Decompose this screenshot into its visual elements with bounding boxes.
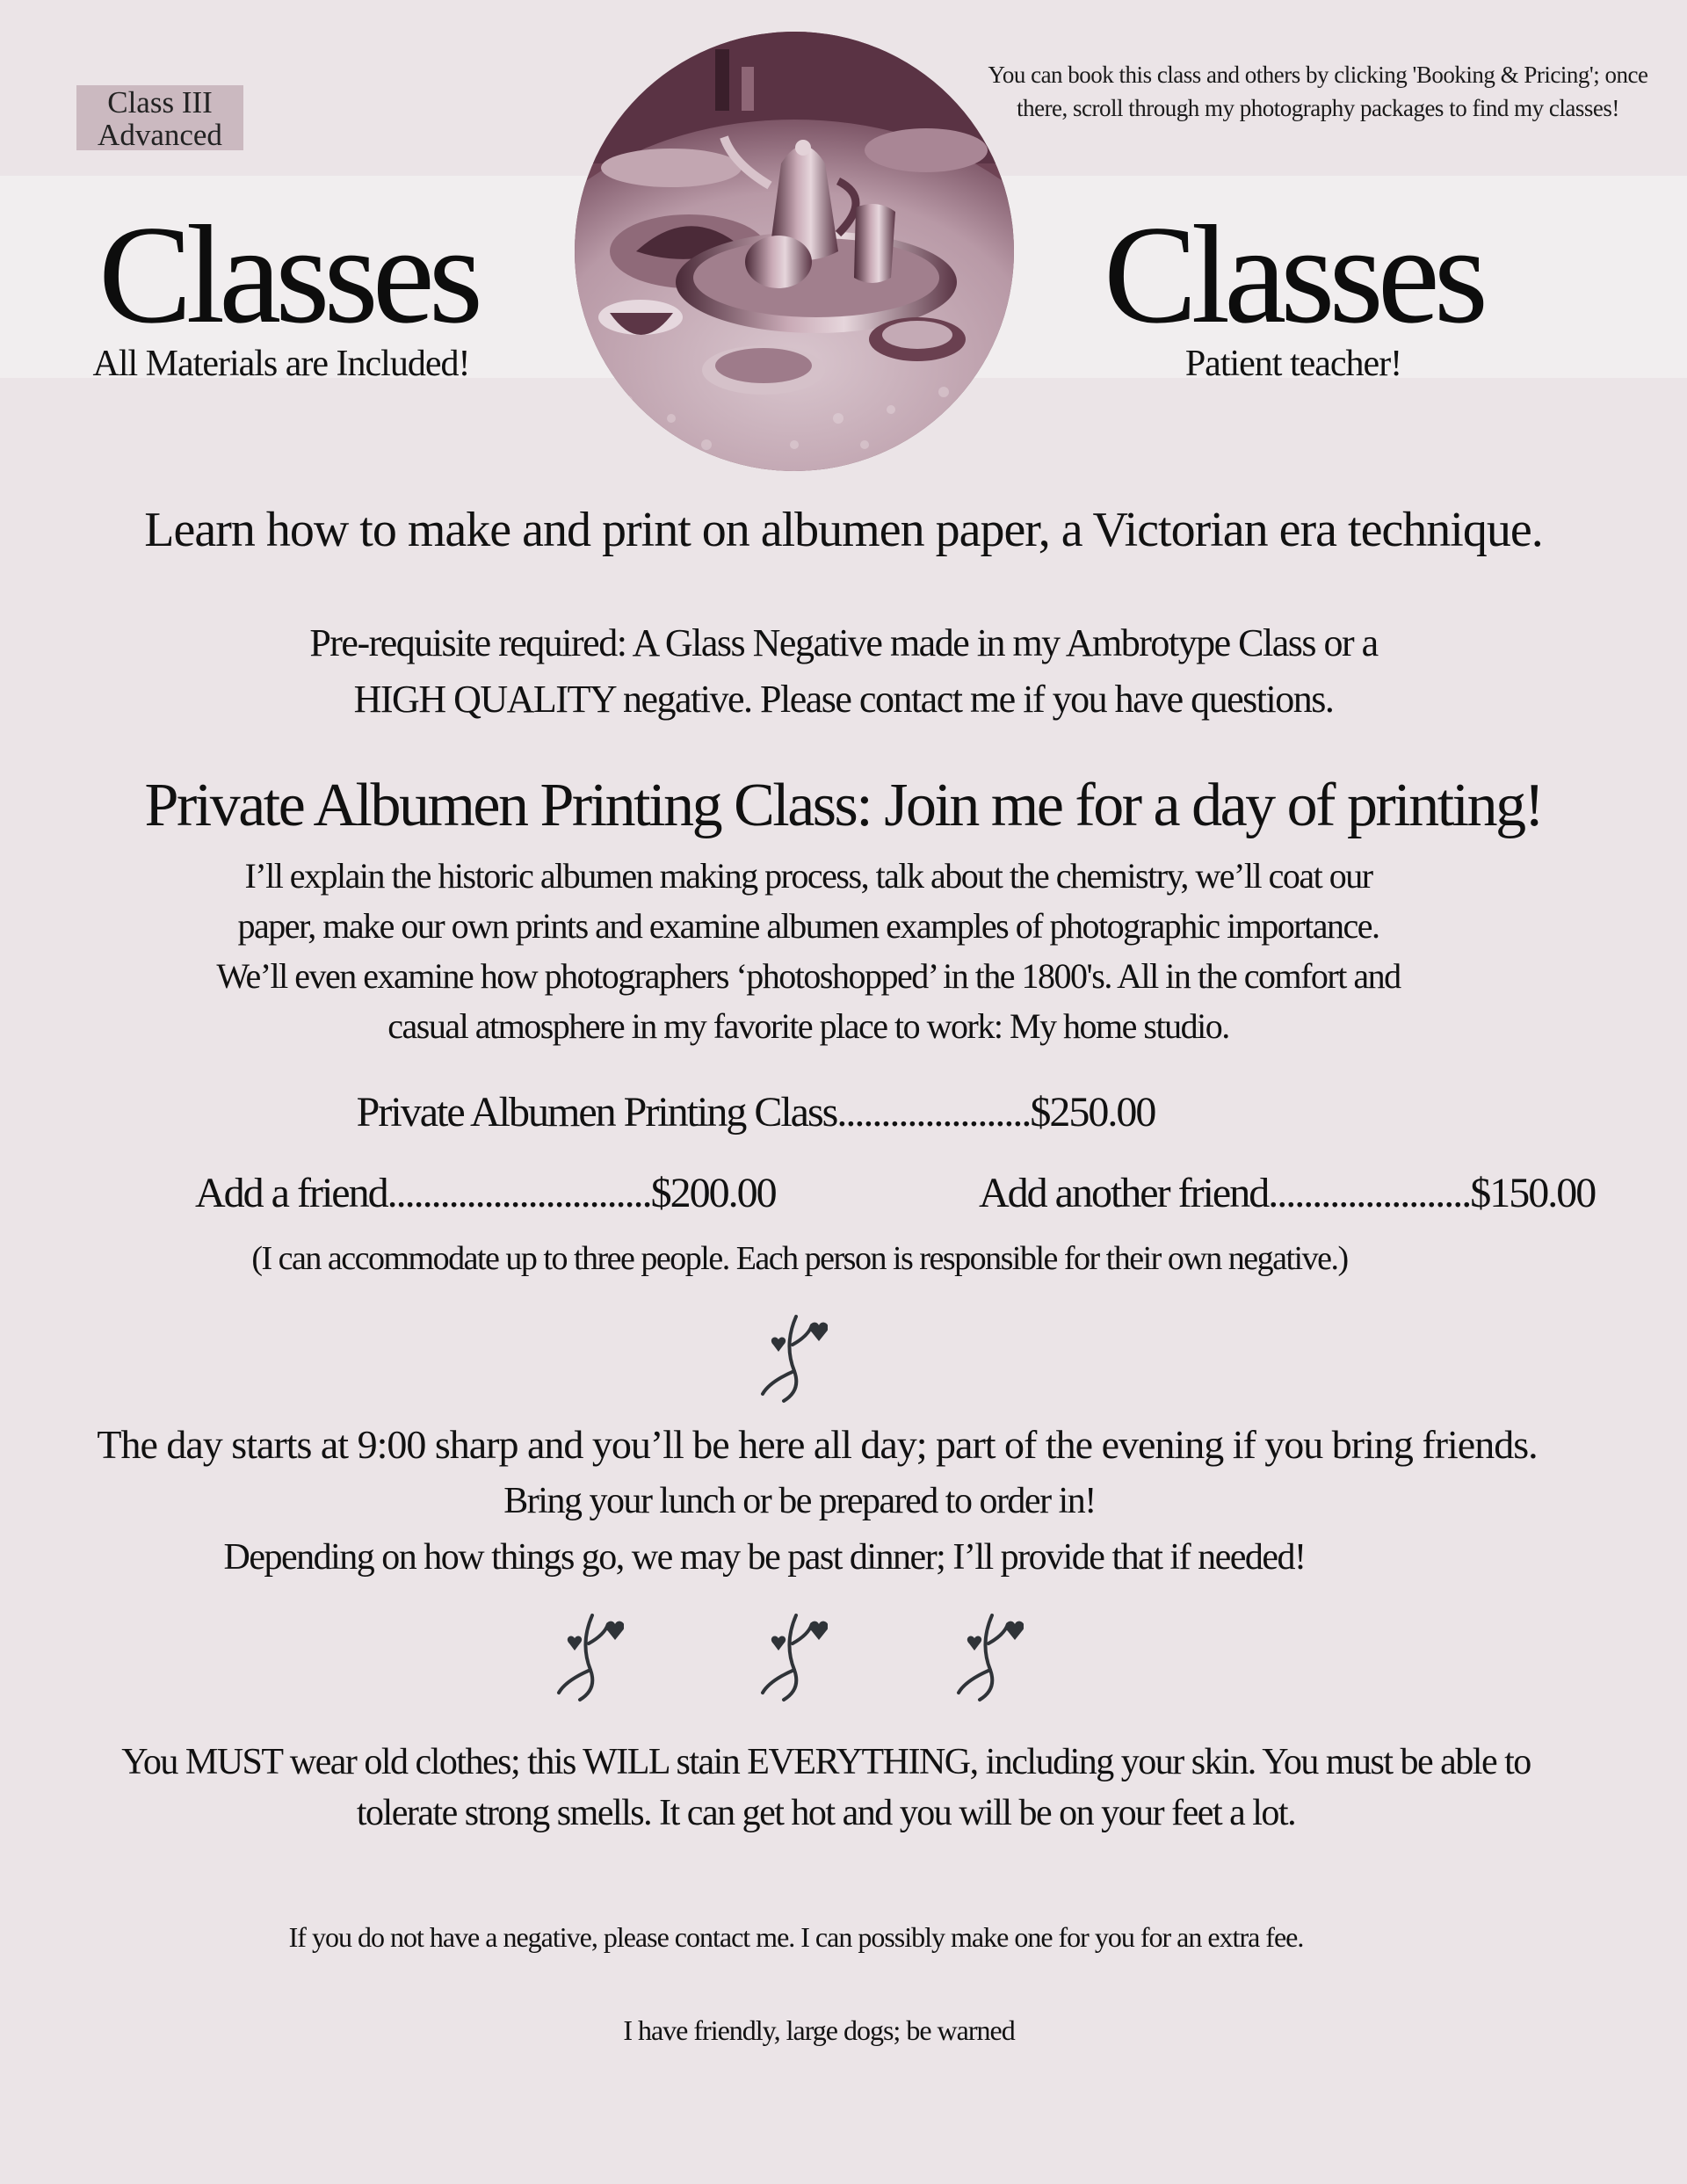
subtitle-left: All Materials are Included! bbox=[92, 344, 470, 384]
prerequisite-text bbox=[0, 615, 1687, 728]
negative-note: If you do not have a negative, please contact me. I can possibly make one for you for an extra fee. bbox=[288, 1921, 1304, 1953]
schedule-line: Bring your lunch or be prepared to order in! bbox=[503, 1481, 1096, 1521]
price-add-friend: Add a friend..............................$200.00 bbox=[195, 1170, 776, 1216]
schedule-line: The day starts at 9:00 sharp and you’ll be here all day; part of the evening if you bring friends. bbox=[97, 1422, 1538, 1467]
price-main: Private Albumen Printing Class......................$250.00 bbox=[356, 1089, 1155, 1136]
flourish-ornament-icon bbox=[757, 1608, 828, 1705]
class-level-badge bbox=[76, 85, 243, 150]
clothing-warning bbox=[0, 1737, 1669, 1839]
flourish-ornament-icon bbox=[757, 1310, 828, 1406]
class-description bbox=[0, 851, 1652, 1051]
price-add-another-friend: Add another friend.......................$150.00 bbox=[979, 1170, 1596, 1216]
dogs-note: I have friendly, large dogs; be warned bbox=[623, 2014, 1015, 2046]
prerequisite-line1: Pre-requisite required: A Glass Negative made in my Ambrotype Class or a bbox=[309, 621, 1378, 664]
description-line: I’ll explain the historic albumen making process, talk about the chemistry, we’ll coat our bbox=[244, 856, 1372, 896]
warning-line1: You MUST wear old clothes; this WILL stain EVERYTHING, including your skin. You must be able to bbox=[121, 1742, 1531, 1782]
description-line: We’ll even examine how photographers ‘photoshopped’ in the 1800's. All in the comfort and bbox=[216, 956, 1401, 996]
flourish-ornament-icon bbox=[953, 1608, 1024, 1705]
tea-set-photo bbox=[575, 32, 1014, 471]
description-line: paper, make our own prints and examine albumen examples of photographic importance. bbox=[237, 906, 1379, 946]
description-line: casual atmosphere in my favorite place to work: My home studio. bbox=[387, 1006, 1229, 1046]
flourish-ornament-icon bbox=[554, 1608, 624, 1705]
accommodation-note: (I can accommodate up to three people. Each person is responsible for their own negative.) bbox=[251, 1240, 1348, 1277]
subtitle-right: Patient teacher! bbox=[1184, 344, 1402, 384]
schedule-line: Depending on how things go, we may be past dinner; I’ll provide that if needed! bbox=[223, 1537, 1306, 1578]
class-level-line1: Class III bbox=[107, 85, 213, 120]
booking-note: You can book this class and others by clicking 'Booking & Pricing'; once there, scroll through my photography packages to find my classes! bbox=[988, 62, 1648, 121]
warning-line2: tolerate strong smells. It can get hot and you will be on your feet a lot. bbox=[356, 1793, 1296, 1833]
page-title-left: Classes bbox=[98, 196, 477, 352]
class-title: Private Albumen Printing Class: Join me for a day of printing! bbox=[144, 772, 1543, 839]
intro-text: Learn how to make and print on albumen paper, a Victorian era technique. bbox=[144, 503, 1543, 557]
class-level-line2: Advanced bbox=[98, 118, 222, 152]
page-title-right: Classes bbox=[1104, 196, 1482, 352]
prerequisite-line2: HIGH QUALITY negative. Please contact me if you have questions. bbox=[353, 678, 1334, 721]
